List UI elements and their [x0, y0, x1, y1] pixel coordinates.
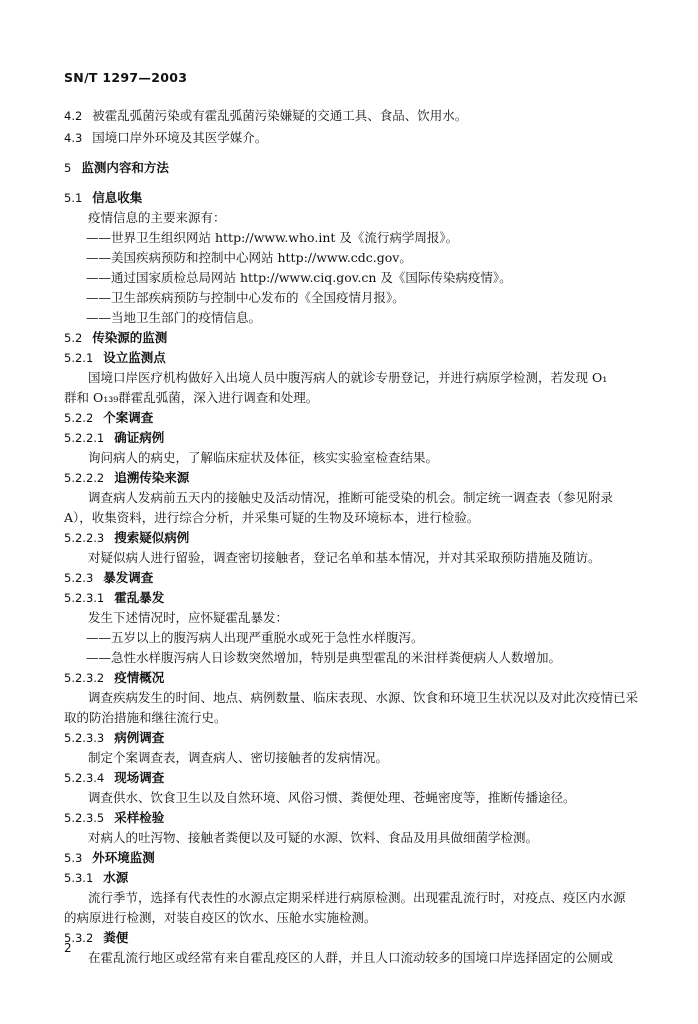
paragraph-text: 国境口岸医疗机构做好入出境人员中腹泻病人的就诊专册登记，并进行病原学检测，若发现 O₁ — [88, 370, 608, 385]
section-line — [64, 530, 189, 546]
body-line — [86, 310, 261, 326]
body-line — [86, 650, 561, 666]
body-line — [64, 390, 318, 406]
section-line — [64, 190, 142, 206]
section-title: 国境口岸外环境及其医学媒介。 — [92, 130, 268, 145]
section-number: 5.2.2.1 — [64, 431, 105, 445]
body-line — [86, 250, 412, 266]
section-number: 5.2.3.1 — [64, 591, 105, 605]
section-title: 霍乱暴发 — [114, 590, 165, 605]
section-title: 个案调查 — [103, 410, 154, 425]
section-number: 5.3 — [64, 851, 83, 865]
section-line — [64, 430, 164, 446]
section-line — [64, 130, 267, 146]
section-number: 5.2.3.3 — [64, 731, 105, 745]
body-line — [86, 270, 512, 286]
paragraph-text: 的病原进行检测，对装自疫区的饮水、压舱水实施检测。 — [64, 910, 377, 925]
paragraph-text: ——美国疾病预防和控制中心网站 http://www.cdc.gov。 — [86, 250, 412, 265]
paragraph-text: 疫情信息的主要来源有： — [88, 210, 226, 225]
section-line — [64, 670, 164, 686]
body-line — [64, 710, 227, 726]
section-line — [64, 730, 164, 746]
section-title: 水源 — [103, 870, 129, 885]
section-line — [64, 870, 128, 886]
paragraph-text: 制定个案调查表，调查病人、密切接触者的发病情况。 — [88, 750, 389, 765]
section-number: 5.2.1 — [64, 351, 94, 365]
paragraph-text: 群和 O₁₃₉群霍乱弧菌，深入进行调查和处理。 — [64, 390, 319, 405]
paragraph-text: ——当地卫生部门的疫情信息。 — [86, 310, 262, 325]
section-title: 设立监测点 — [103, 350, 166, 365]
body-line — [88, 370, 607, 386]
paragraph-text: 取的防治措施和继往流行史。 — [64, 710, 227, 725]
section-title: 被霍乱弧菌污染或有霍乱弧菌污染嫌疑的交通工具、食品、饮用水。 — [92, 108, 468, 123]
paragraph-text: 询问病人的病史，了解临床症状及体征，核实实验室检查结果。 — [88, 450, 439, 465]
section-title: 现场调查 — [114, 770, 165, 785]
body-line — [88, 830, 538, 846]
paragraph-text: 发生下述情况时，应怀疑霍乱暴发： — [88, 610, 289, 625]
body-line — [86, 290, 405, 306]
section-title: 信息收集 — [92, 190, 143, 205]
section-line — [64, 330, 167, 346]
section-number: 4.3 — [64, 131, 83, 145]
body-line — [64, 510, 479, 526]
section-number: 5.2.2.2 — [64, 471, 105, 485]
section-line — [64, 108, 467, 124]
section-title: 传染源的监测 — [92, 330, 168, 345]
body-line — [88, 550, 601, 566]
paragraph-text: ——五岁以上的腹泻病人出现严重脱水或死于急性水样腹泻。 — [86, 630, 424, 645]
paragraph-text: 调查疾病发生的时间、地点、病例数量、临床表现、水源、饮食和环境卫生状况以及对此次疫情已采 — [88, 690, 639, 705]
section-line — [64, 590, 164, 606]
section-line — [64, 410, 153, 426]
body-line — [88, 790, 576, 806]
paragraph-text: 对疑似病人进行留验，调查密切接触者，登记名单和基本情况，并对其采取预防措施及随访。 — [88, 550, 601, 565]
section-line — [64, 770, 164, 786]
section-line — [64, 160, 169, 176]
body-line — [88, 750, 388, 766]
section-number: 5.2.3 — [64, 571, 94, 585]
paragraph-text: 流行季节，选择有代表性的水源点定期采样进行病原检测。出现霍乱流行时，对疫点、疫区内水源 — [88, 890, 626, 905]
section-title: 采样检验 — [114, 810, 165, 825]
body-line — [86, 630, 424, 646]
section-line — [64, 930, 128, 946]
body-line — [88, 490, 613, 506]
section-number: 5.2.3.2 — [64, 671, 105, 685]
paragraph-text: ——世界卫生组织网站 http://www.who.int 及《流行病学周报》。 — [86, 230, 459, 245]
section-title: 监测内容和方法 — [81, 160, 169, 175]
section-number: 5.3.2 — [64, 931, 94, 945]
paragraph-text: 调查供水、饮食卫生以及自然环境、风俗习惯、粪便处理、苍蝇密度等，推断传播途径。 — [88, 790, 576, 805]
section-number: 5.2.2.3 — [64, 531, 105, 545]
paragraph-text: 调查病人发病前五天内的接触史及活动情况，推断可能受染的机会。制定统一调查表（参见附录 — [88, 490, 614, 505]
section-number: 5.1 — [64, 191, 83, 205]
paragraph-text: A），收集资料，进行综合分析，并采集可疑的生物及环境标本，进行检验。 — [64, 510, 480, 525]
body-line — [86, 230, 458, 246]
section-title: 疫情概况 — [114, 670, 165, 685]
section-title: 粪便 — [103, 930, 129, 945]
body-line — [88, 210, 226, 226]
section-number: 4.2 — [64, 109, 83, 123]
body-line — [64, 910, 377, 926]
section-number: 5.2.2 — [64, 411, 94, 425]
section-title: 确证病例 — [114, 430, 165, 445]
section-line — [64, 350, 166, 366]
body-line — [88, 890, 626, 906]
section-number: 5.2.3.5 — [64, 811, 105, 825]
section-title: 外环境监测 — [92, 850, 155, 865]
body-line — [88, 690, 638, 706]
section-line — [64, 810, 164, 826]
body-line — [88, 950, 613, 966]
paragraph-text: ——通过国家质检总局网站 http://www.ciq.gov.cn 及《国际传染病疫情》。 — [86, 270, 512, 285]
paragraph-text: 在霍乱流行地区或经常有来自霍乱疫区的人群，并且人口流动较多的国境口岸选择固定的公厕或 — [88, 950, 614, 965]
standard-code-header: SN/T 1297—2003 — [64, 70, 188, 85]
section-number: 5.2 — [64, 331, 83, 345]
paragraph-text: ——急性水样腹泻病人日诊数突然增加，特别是典型霍乱的米泔样粪便病人人数增加。 — [86, 650, 562, 665]
section-title: 病例调查 — [114, 730, 165, 745]
section-number: 5 — [64, 161, 72, 175]
section-title: 搜索疑似病例 — [114, 530, 190, 545]
section-number: 5.2.3.4 — [64, 771, 105, 785]
page-number: 2 — [64, 941, 72, 955]
paragraph-text: ——卫生部疾病预防与控制中心发布的《全国疫情月报》。 — [86, 290, 405, 305]
section-title: 追溯传染来源 — [114, 470, 190, 485]
body-line — [88, 450, 438, 466]
body-line — [88, 610, 288, 626]
section-line — [64, 470, 189, 486]
section-number: 5.3.1 — [64, 871, 94, 885]
section-line — [64, 850, 155, 866]
section-title: 暴发调查 — [103, 570, 154, 585]
paragraph-text: 对病人的吐泻物、接触者粪便以及可疑的水源、饮料、食品及用具做细菌学检测。 — [88, 830, 539, 845]
section-line — [64, 570, 153, 586]
